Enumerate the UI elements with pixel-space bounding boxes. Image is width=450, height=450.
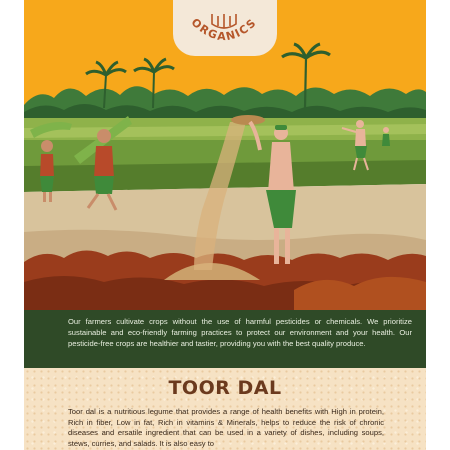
logo-text-path: ORGANICS bbox=[188, 15, 260, 44]
mission-band bbox=[24, 310, 426, 368]
farmer-distant bbox=[382, 127, 390, 146]
product-title: TOOR DAL bbox=[168, 377, 282, 399]
brand-logo bbox=[174, 14, 274, 54]
product-panel bbox=[24, 0, 426, 450]
wheat-emblem-icon bbox=[212, 14, 236, 28]
mission-text: Our farmers cultivate crops without the use of harmful pesticides or chemicals. We prioritize sustainable and eco-friendly farming practices to protect our environment and your health. Our pesticide-free crops are healthier and tastier, providing you with the best quality produce. bbox=[68, 317, 412, 348]
product-description: Toor dal is a nutritious legume that provides a range of health benefits with High in protein, Rich in fiber, Low in fat, Rich in vitamins & Minerals, helps to reduce the risk of chronic diseases and ersatile ingredient that can be used in a variety of dishes, including soups, stews, curries, and salads. It is also easy to bbox=[68, 407, 384, 448]
product-info bbox=[24, 368, 426, 450]
